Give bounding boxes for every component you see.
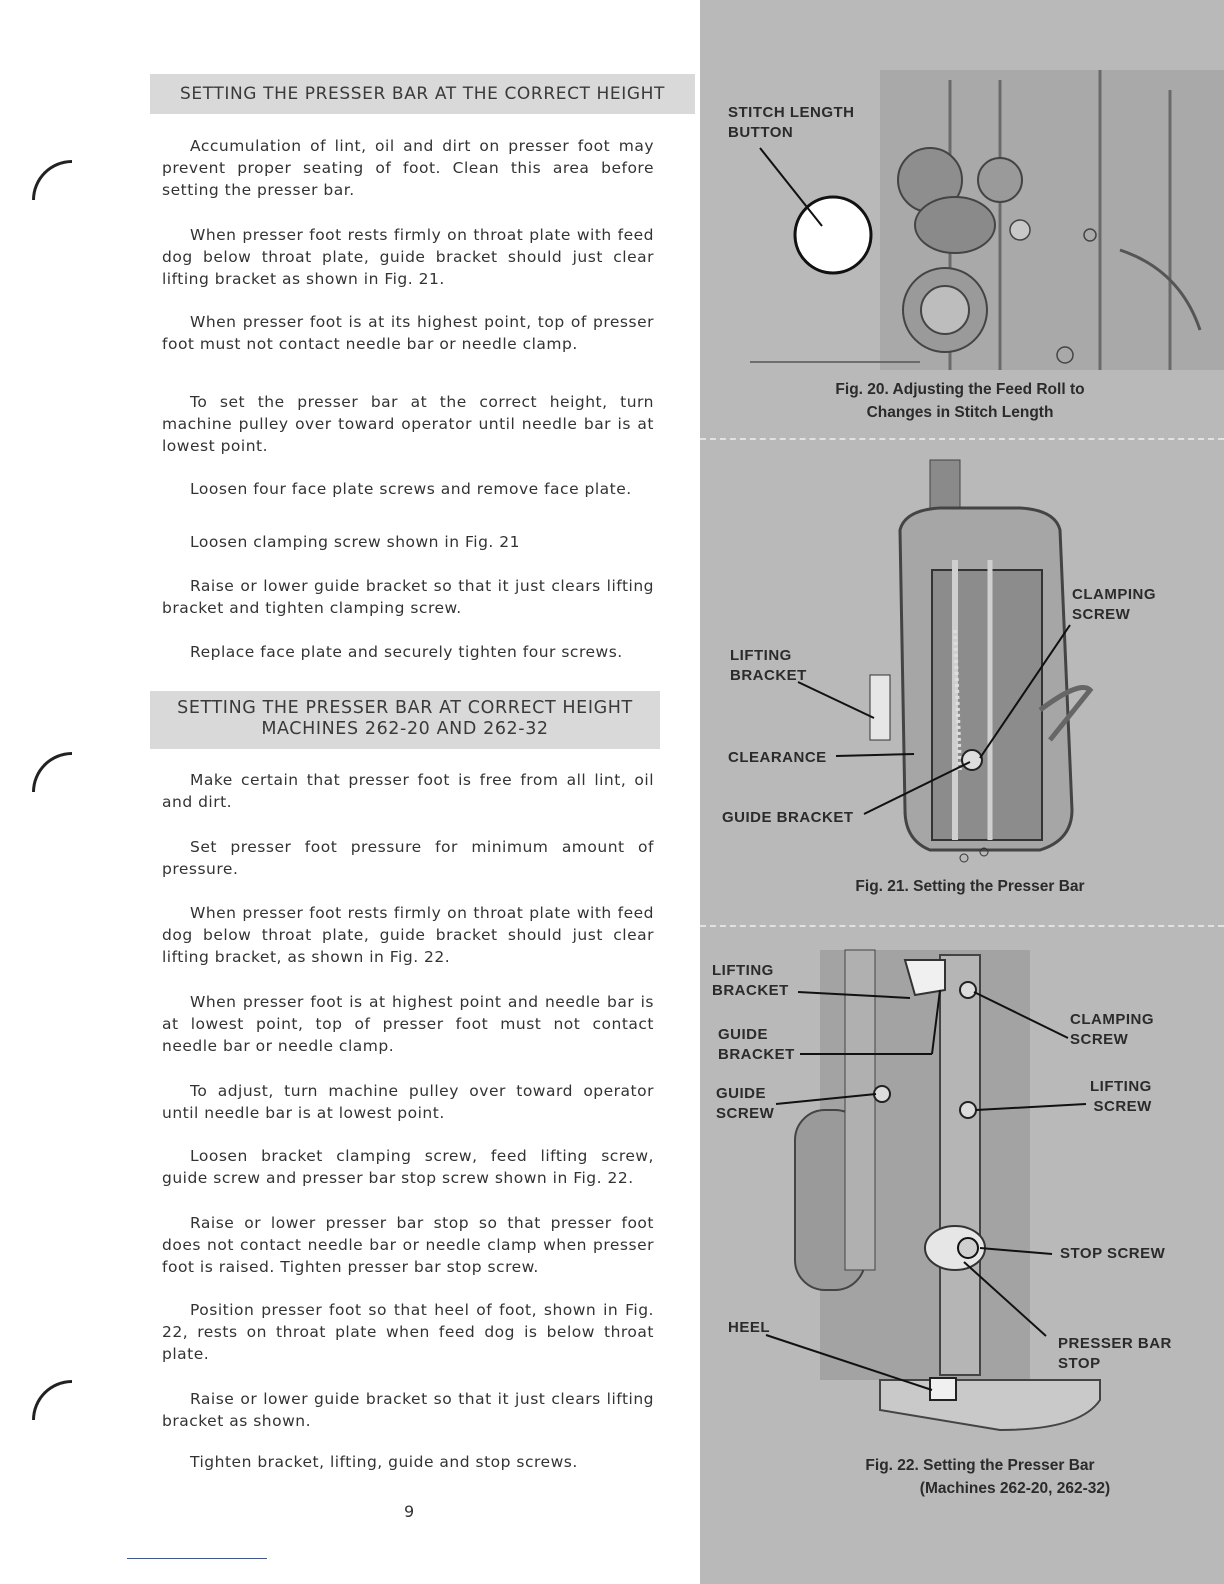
fig22-caption	[810, 1454, 1150, 1500]
section1-paragraph-7: Raise or lower guide bracket so that it just clears lifting bracket and tighten clamping screw.	[162, 577, 654, 617]
figures-panel	[700, 0, 1224, 1584]
fig22-heel-label: HEEL	[728, 1319, 771, 1336]
section1-paragraph-1: Accumulation of lint, oil and dirt on presser foot may prevent proper seating of foot. Clean this area before setting the presser bar.	[162, 137, 654, 199]
binder-hole-bottom	[32, 1380, 72, 1420]
fig22-guide-bracket-label: GUIDE BRACKET	[718, 1026, 795, 1063]
fig20-caption	[770, 378, 1150, 424]
fig21-guide-bracket-label: GUIDE BRACKET	[722, 809, 854, 826]
fig20-stitch-length-label: STITCH LENGTH BUTTON	[728, 104, 855, 141]
binder-hole-top	[32, 160, 72, 200]
section2-paragraph-2: Set presser foot pressure for minimum amount of pressure.	[162, 838, 654, 878]
section2-heading-line1: SETTING THE PRESSER BAR AT CORRECT HEIGHT	[177, 698, 633, 718]
fig21-clearance-label: CLEARANCE	[728, 749, 827, 766]
figure-21	[700, 440, 1224, 920]
bottom-rule	[127, 1558, 267, 1559]
section2-paragraph-7: Raise or lower presser bar stop so that presser foot does not contact needle bar or needle clamp when presser foot is raised. Tighten presser bar stop screw.	[162, 1214, 654, 1276]
binder-hole-middle	[32, 752, 72, 792]
section1-paragraph-4: To set the presser bar at the correct height, turn machine pulley over toward operator until needle bar is at lowest point.	[162, 393, 654, 455]
section1-paragraph-2: When presser foot rests firmly on throat plate with feed dog below throat plate, guide bracket should just clear lifting bracket as shown in Fig. 21.	[162, 226, 654, 288]
section2-paragraph-6: Loosen bracket clamping screw, feed lifting screw, guide screw and presser bar stop screw shown in Fig. 22.	[162, 1147, 654, 1187]
section2-paragraph-4: When presser foot is at highest point and needle bar is at lowest point, top of presser foot must not contact needle bar or needle clamp.	[162, 993, 654, 1055]
fig22-lifting-screw-label: LIFTING SCREW	[1090, 1078, 1152, 1115]
fig20-caption-line1: Fig. 20. Adjusting the Feed Roll to	[835, 381, 1085, 398]
section2-paragraph-1: Make certain that presser foot is free from all lint, oil and dirt.	[162, 771, 654, 811]
figure-20	[700, 0, 1224, 440]
fig21-lifting-bracket-label: LIFTING BRACKET	[730, 647, 807, 684]
section2-paragraph-9: Raise or lower guide bracket so that it just clears lifting bracket as shown.	[162, 1390, 654, 1430]
fig20-caption-line2: Changes in Stitch Length	[866, 404, 1054, 421]
fig22-lifting-bracket-label: LIFTING BRACKET	[712, 962, 789, 999]
section2-paragraph-10: Tighten bracket, lifting, guide and stop screws.	[190, 1453, 578, 1471]
fig22-stop-screw-label: STOP SCREW	[1060, 1245, 1166, 1262]
figure-22	[700, 930, 1224, 1530]
section2-paragraph-8: Position presser foot so that heel of foot, shown in Fig. 22, rests on throat plate when feed dog is below throat plate.	[162, 1301, 654, 1363]
fig22-caption-line1: Fig. 22. Setting the Presser Bar	[865, 1457, 1095, 1474]
section1-heading: SETTING THE PRESSER BAR AT THE CORRECT HEIGHT	[150, 74, 695, 114]
section2-paragraph-5: To adjust, turn machine pulley over toward operator until needle bar is at lowest point.	[162, 1082, 654, 1122]
fig21-clamping-screw-label: CLAMPING SCREW	[1072, 586, 1156, 623]
section1-paragraph-8: Replace face plate and securely tighten four screws.	[190, 643, 623, 661]
section2-heading	[150, 691, 660, 749]
divider-2	[700, 925, 1224, 927]
fig22-guide-screw-label: GUIDE SCREW	[716, 1085, 775, 1122]
fig22-caption-line2: (Machines 262-20, 262-32)	[919, 1480, 1111, 1497]
section1-paragraph-6: Loosen clamping screw shown in Fig. 21	[190, 533, 520, 551]
page-number: 9	[404, 1502, 415, 1521]
figure-20-illustration	[700, 0, 1224, 440]
section2-heading-line2: MACHINES 262-20 AND 262-32	[261, 719, 549, 739]
section1-paragraph-3: When presser foot is at its highest point, top of presser foot must not contact needle bar or needle clamp.	[162, 313, 654, 353]
section1-paragraph-5: Loosen four face plate screws and remove face plate.	[190, 480, 632, 498]
fig22-clamping-screw-label: CLAMPING SCREW	[1070, 1011, 1154, 1048]
section2-paragraph-3: When presser foot rests firmly on throat plate with feed dog below throat plate, guide bracket should just clear lifting bracket, as shown in Fig. 22.	[162, 904, 654, 966]
fig21-caption: Fig. 21. Setting the Presser Bar	[855, 878, 1085, 895]
fig22-presser-bar-stop-label: PRESSER BAR STOP	[1058, 1335, 1172, 1372]
